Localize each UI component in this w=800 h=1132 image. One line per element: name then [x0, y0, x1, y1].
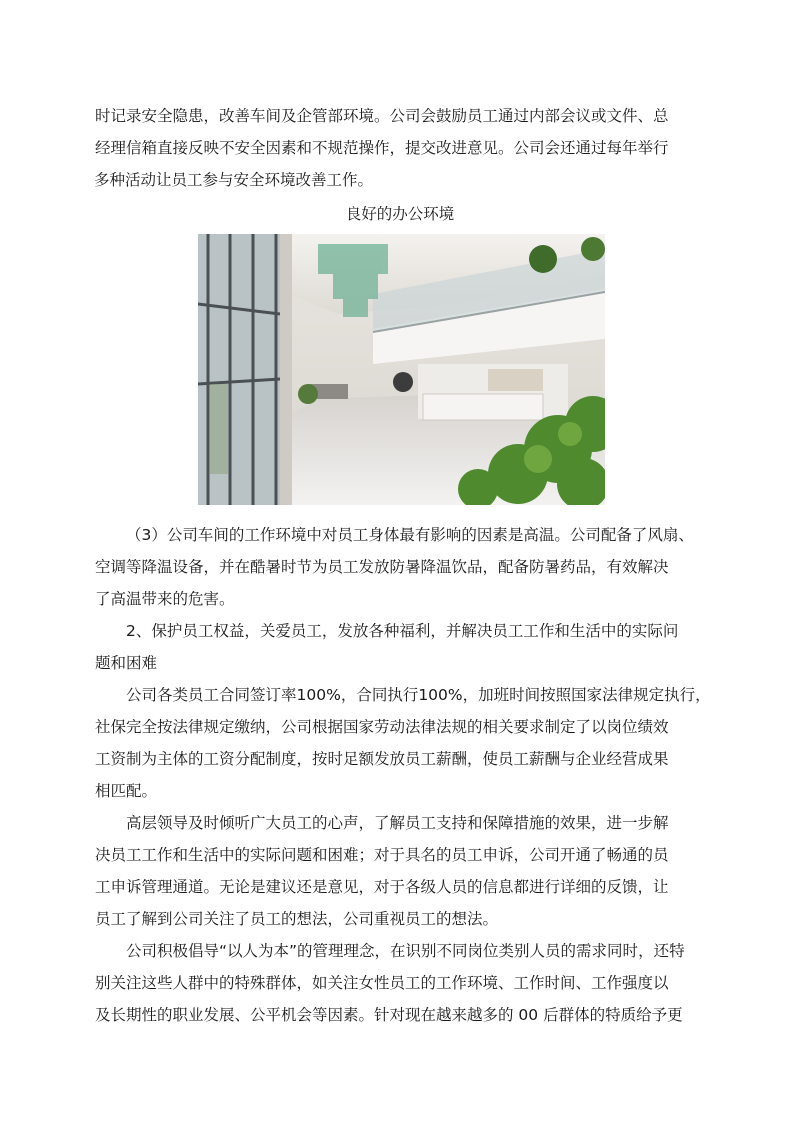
- office-lobby-photo: [198, 234, 605, 505]
- text-line: 2、保护员工权益，关爱员工，发放各种福利，并解决员工工作和生活中的实际问: [126, 622, 679, 640]
- text-line: 题和困难: [95, 654, 158, 672]
- text-line: （3）公司车间的工作环境中对员工身体最有影响的因素是高温。公司配备了风扇、: [126, 526, 694, 544]
- text-line: 经理信箱直接反映不安全因素和不规范操作，提交改进意见。公司会还通过每年举行: [95, 139, 669, 157]
- text-line: 别关注这些人群中的特殊群体，如关注女性员工的工作环境、工作时间、工作强度以: [95, 974, 669, 992]
- text-line: 空调等降温设备，并在酷暑时节为员工发放防暑降温饮品，配备防暑药品，有效解决: [95, 558, 669, 576]
- text-line: 公司积极倡导“以人为本”的管理理念，在识别不同岗位类别人员的需求同时，还特: [126, 942, 685, 960]
- text-line: 员工了解到公司关注了员工的想法，公司重视员工的想法。: [95, 910, 499, 928]
- text-line: 高层领导及时倾听广大员工的心声，了解员工支持和保障措施的效果，进一步解: [126, 814, 669, 832]
- text-line: 工资制为主体的工资分配制度，按时足额发放员工薪酬，使员工薪酬与企业经营成果: [95, 750, 669, 768]
- paragraph-safety-improvement: [95, 100, 710, 196]
- text-line: 公司各类员工合同签订率100%，合同执行100%，加班时间按照国家法律规定执行，: [126, 686, 711, 704]
- text-line: 相匹配。: [95, 782, 158, 800]
- paragraph-employee-voice: [95, 807, 710, 935]
- photo-caption: 良好的办公环境: [345, 205, 455, 223]
- text-line: 时记录安全隐患，改善车间及企管部环境。公司会鼓励员工通过内部会议或文件、总: [95, 107, 669, 125]
- text-line: 多种活动让员工参与安全环境改善工作。: [94, 171, 374, 189]
- text-line: 及长期性的职业发展、公平机会等因素。针对现在越来越多的 00 后群体的特质给予更: [95, 1006, 683, 1024]
- heading-employee-rights: [95, 615, 710, 679]
- text-line: 了高温带来的危害。: [95, 590, 235, 608]
- paragraph-people-oriented: [95, 935, 710, 1031]
- text-line: 社保完全按法律规定缴纳，公司根据国家劳动法律法规的相关要求制定了以岗位绩效: [95, 718, 669, 736]
- paragraph-contracts-salary: [95, 679, 710, 807]
- text-line: 工申诉管理通道。无论是建议还是意见，对于各级人员的信息都进行详细的反馈，让: [95, 878, 669, 896]
- text-line: 决员工工作和生活中的实际问题和困难；对于具名的员工申诉，公司开通了畅通的员: [95, 846, 669, 864]
- paragraph-high-temperature: [95, 519, 710, 615]
